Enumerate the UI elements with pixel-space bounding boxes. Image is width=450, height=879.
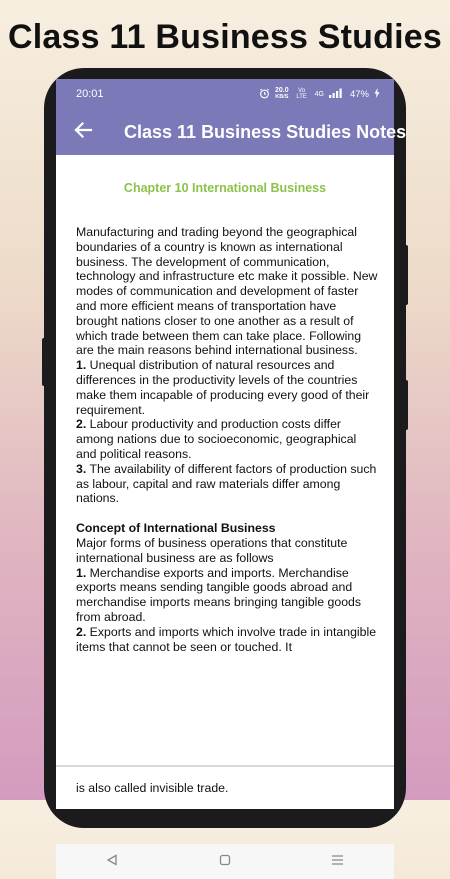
- peek-text-content: is also called invisible trade.: [76, 781, 229, 795]
- phone-side-button: [42, 338, 46, 386]
- chapter-title: Chapter 10 International Business: [123, 181, 327, 195]
- form-item: [76, 625, 378, 655]
- triangle-back-icon: [106, 853, 118, 871]
- form-item: [76, 566, 378, 625]
- reason-item: [76, 358, 378, 417]
- peek-text: [76, 781, 229, 795]
- app-bar-title: Class 11 Business Studies Notes: [124, 121, 407, 142]
- back-button[interactable]: [56, 109, 110, 155]
- status-icons: [259, 87, 380, 101]
- reason-text: The availability of different factors of production such as labour, capital and raw materials differ among nations.: [76, 461, 377, 506]
- system-nav-bar: [56, 844, 394, 879]
- reason-item: [76, 417, 378, 461]
- phone-volume-button: [404, 245, 408, 305]
- volte-label: Vo LTE: [296, 88, 307, 100]
- article-scroll-area[interactable]: [56, 155, 394, 767]
- section-heading: [76, 521, 378, 536]
- network-type: 4G: [314, 90, 324, 98]
- reason-number: 3.: [76, 461, 87, 476]
- form-text: Exports and imports which involve trade in intangible items that cannot be seen or touched. It: [76, 624, 377, 654]
- reason-text: Unequal distribution of natural resources and differences in the productivity levels of the countries make them incapable of producing every good of their requirement.: [76, 358, 370, 417]
- net-speed-value: 20.0: [275, 87, 289, 94]
- section-heading-text: Concept of International Business: [76, 521, 276, 536]
- net-speed-unit: KB/S: [275, 94, 289, 100]
- section-intro: Major forms of business operations that constitute international business are as follows: [76, 535, 348, 565]
- reason-text: Labour productivity and production costs differ among nations due to socioeconomic, geographical and political reasons.: [76, 417, 357, 461]
- intro-paragraph: Manufacturing and trading beyond the geographical boundaries of a country is known as international business. The development of communication, technology and infrastructure etc make it possible. New modes of communication and development of faster and more efficient means of transportation have brought nations closer to one another as a result of which trade between them can take place. Following are the main reasons behind international business.: [76, 225, 378, 358]
- battery-percent: 47%: [349, 88, 369, 100]
- signal-icon: [329, 88, 345, 100]
- alarm-icon: [259, 88, 270, 101]
- nav-home-button[interactable]: [205, 847, 245, 877]
- menu-recents-icon: [331, 853, 344, 871]
- phone-power-button: [404, 380, 408, 430]
- phone-screen: [56, 79, 407, 800]
- app-bar: [56, 109, 407, 155]
- reason-number: 2.: [76, 417, 87, 432]
- status-time: 20:01: [76, 88, 104, 100]
- spacer: [76, 506, 378, 521]
- square-home-icon: [219, 853, 231, 871]
- charging-icon: [374, 88, 380, 100]
- reason-number: 1.: [76, 358, 87, 373]
- status-bar: [56, 79, 394, 109]
- form-number: 2.: [76, 624, 87, 639]
- next-page-peek: [56, 769, 394, 809]
- nav-back-button[interactable]: [92, 847, 132, 877]
- form-number: 1.: [76, 565, 87, 580]
- net-speed: [275, 87, 289, 101]
- reason-item: [76, 462, 378, 506]
- arrow-left-icon: [74, 122, 92, 143]
- article-body: [76, 225, 378, 654]
- promo-headline: Class 11 Business Studies: [8, 18, 442, 56]
- form-text: Merchandise exports and imports. Merchandise exports means sending tangible goods abroad and merchandise imports means bringing tangible goods from abroad.: [76, 565, 362, 624]
- nav-recents-button[interactable]: [318, 847, 358, 877]
